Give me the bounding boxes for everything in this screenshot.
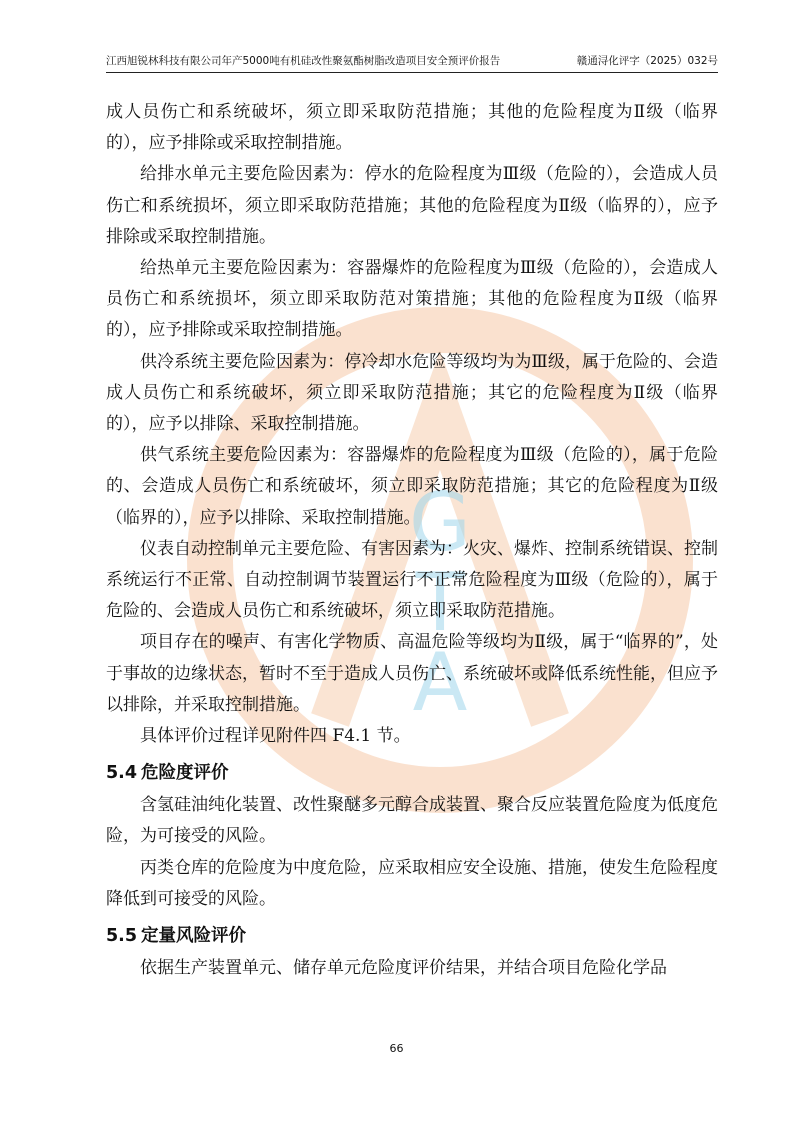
- paragraph: 给热单元主要危险因素为：容器爆炸的危险程度为Ⅲ级（危险的），会造成人员伤亡和系统损坏，须立即采取防范对策措施；其他的危险程度为Ⅱ级（临界的），应予排除或采取控制措施。: [106, 258, 718, 341]
- paragraph: 项目存在的噪声、有害化学物质、高温危险等级均为Ⅱ级，属于“临界的”，处于事故的边缘状态，暂时不至于造成人员伤亡、系统破坏或降低系统性能，但应予以排除，并采取控制措施。: [106, 632, 718, 715]
- section-title: 定量风险评价: [141, 926, 247, 947]
- section-number: 5.5: [106, 926, 138, 947]
- paragraph: 依据生产装置单元、储存单元危险度评价结果，并结合项目危险化学品: [140, 958, 667, 979]
- section-heading-5-5: [106, 921, 718, 951]
- paragraph: 含氢硅油纯化装置、改性聚醚多元醇合成装置、聚合反应装置危险度为低度危险，为可接受的风险。: [106, 795, 718, 847]
- page-number: 66: [389, 1042, 404, 1055]
- header-report-title: 江西旭锐林科技有限公司年产5000吨有机硅改性聚氨酯树脂改造项目安全预评价报告: [106, 55, 501, 67]
- paragraph: 丙类仓库的危险度为中度危险，应采取相应安全设施、措施，使发生危险程度降低到可接受的风险。: [106, 857, 718, 909]
- paragraph: 具体评价过程详见附件四 F4.1 节。: [140, 726, 411, 747]
- paragraph: 仪表自动控制单元主要危险、有害因素为：火灾、爆炸、控制系统错误、控制系统运行不正常、自动控制调节装置运行不正常危险程度为Ⅲ级（危险的），属于危险的、会造成人员伤亡和系统破坏，须立即采取防范措施。: [106, 538, 718, 622]
- section-heading-5-4: [106, 758, 718, 788]
- paragraph: 供气系统主要危险因素为：容器爆炸的危险程度为Ⅲ级（危险的），属于危险的、会造成人员伤亡和系统破坏，须立即采取防范措施；其它的危险程度为Ⅱ级（临界的），应予以排除、采取控制措施。: [106, 445, 718, 528]
- watermark-letter-t: T: [415, 556, 465, 649]
- paragraph: 给排水单元主要危险因素为：停水的危险程度为Ⅲ级（危险的），会造成人员伤亡和系统损坏，须立即采取防范措施；其他的危险程度为Ⅱ级（临界的），应予排除或采取控制措施。: [106, 164, 718, 247]
- page-header: [106, 53, 718, 73]
- paragraph: 成人员伤亡和系统破坏，须立即采取防范措施；其他的危险程度为Ⅱ级（临界的），应予排除或采取控制措施。: [106, 102, 718, 154]
- watermark-letter-g: G: [409, 476, 471, 569]
- section-title: 危险度评价: [141, 763, 229, 784]
- watermark-letter-a: A: [412, 636, 468, 729]
- paragraph: 供冷系统主要危险因素为：停冷却水危险等级均为为Ⅲ级，属于危险的、会造成人员伤亡和系统破坏，须立即采取防范措施；其它的危险程度为Ⅱ级（临界的），应予以排除、采取控制措施。: [106, 351, 718, 435]
- page-body: [106, 97, 718, 984]
- section-number: 5.4: [106, 763, 138, 784]
- header-report-number: 赣通浔化评字（2025）032号: [576, 55, 718, 67]
